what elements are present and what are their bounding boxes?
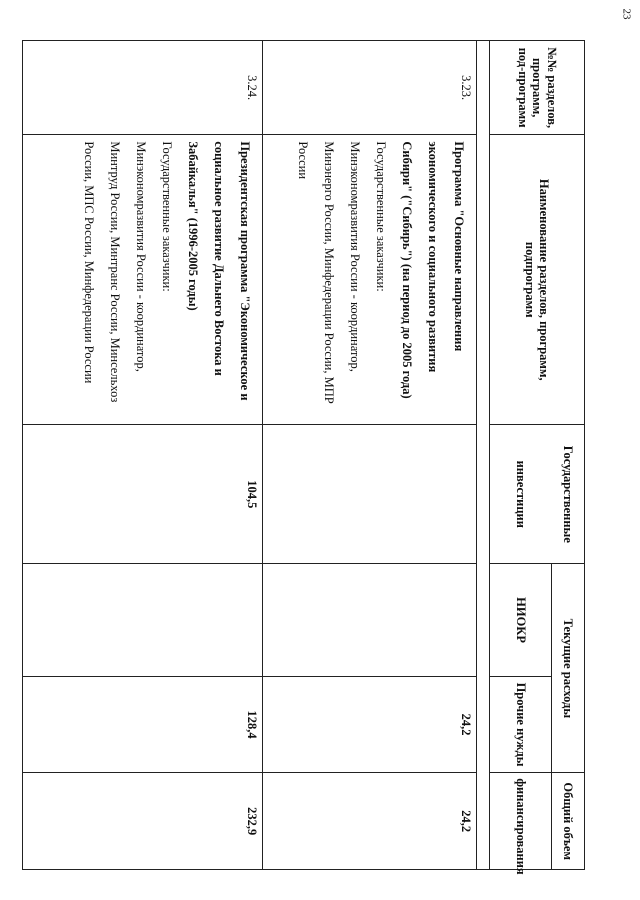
other-needs-value: 128,4 — [23, 676, 263, 773]
rotated-page — [55, 40, 585, 875]
header-total-group: Общий объем — [552, 773, 585, 870]
total-value: 24,2 — [263, 773, 477, 870]
header-state-inv-group: Государственные — [552, 425, 585, 564]
table-row — [23, 41, 263, 870]
header-total: финансирования — [490, 773, 553, 870]
header-name: Наименование разделов, программ, подпрограмм — [490, 135, 585, 425]
program-name — [23, 135, 263, 425]
page-number: 23 — [620, 8, 633, 20]
row-number: 3.23. — [263, 41, 477, 135]
program-title: Президентская программа "Экономическое и социальное развитие Дальнего Востока и Забайкалья" (1996-2005 годы) — [186, 141, 252, 401]
header-current-group: Текущие расходы — [552, 564, 585, 773]
program-name — [263, 135, 477, 425]
customers-list: Минэкономразвития России - координатор, Минэнерго России, Минфедерации России, МПР России — [296, 141, 362, 404]
total-value: 232,9 — [23, 773, 263, 870]
gap-row — [477, 41, 490, 870]
row-number: 3.24. — [23, 41, 263, 135]
niokr-value — [263, 564, 477, 676]
table-row — [263, 41, 477, 870]
customers-label: Государственные заказчики: — [160, 141, 174, 292]
state-investments-value: 104,5 — [23, 425, 263, 564]
header-niokr: НИОКР — [490, 564, 553, 676]
other-needs-value: 24,2 — [263, 676, 477, 773]
budget-table — [22, 40, 585, 875]
niokr-value — [23, 564, 263, 676]
header-num: №№ разделов, программ, под-программ — [490, 41, 585, 135]
customers-label: Государственные заказчики: — [374, 141, 388, 292]
state-investments-value — [263, 425, 477, 564]
header-row-1 — [552, 41, 585, 870]
header-other: Прочие нужды — [490, 676, 553, 773]
header-state-inv: инвестиции — [490, 425, 553, 564]
customers-list: Минэкономразвития России - координатор, Минтруд России, Минтранс России, Минсельхоз России, МПС России, Минфедерации России — [82, 141, 148, 403]
program-title: Программа "Основные направления экономического и социального развития Сибири" ("Сибирь") (на период до 2005 года) — [400, 141, 466, 399]
